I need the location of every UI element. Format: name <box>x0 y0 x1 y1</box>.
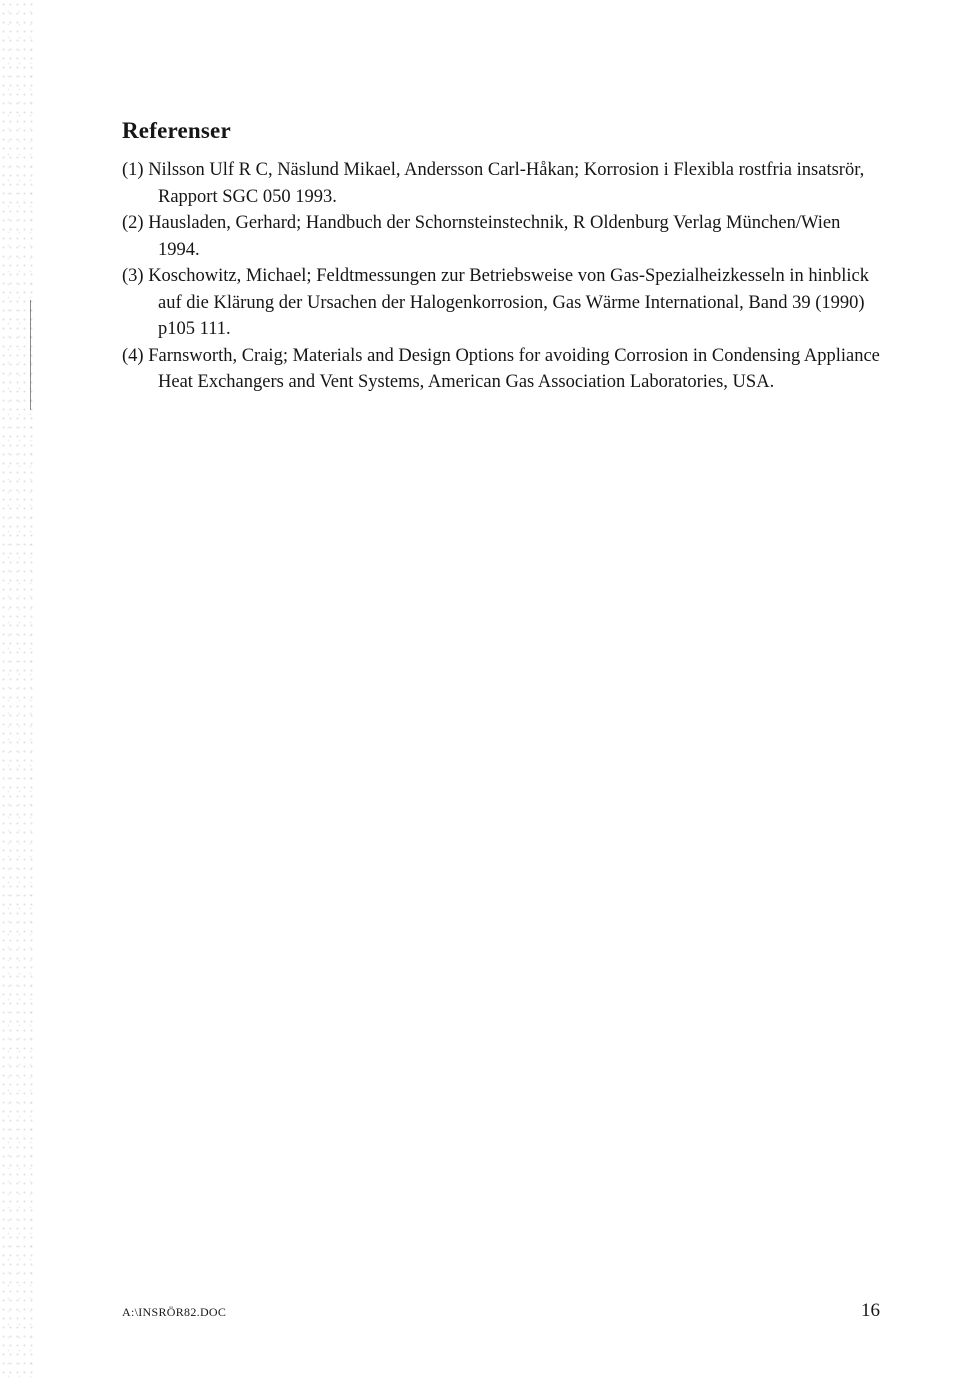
reference-item: (1) Nilsson Ulf R C, Näslund Mikael, Andersson Carl-Håkan; Korrosion i Flexibla rostfria insatsrör, Rapport SGC 050 1993. <box>122 160 865 207</box>
reference-item: (3) Koschowitz, Michael; Feldtmessungen zur Betriebsweise von Gas-Spezialheizkesseln in hinblick auf die Klärung der Ursachen der Halogenkorrosion, Gas Wärme International, Band 39 (1990) p105 111. <box>122 266 870 339</box>
reference-list <box>122 157 882 396</box>
reference-item: (2) Hausladen, Gerhard; Handbuch der Schornsteinstechnik, R Oldenburg Verlag München/Wien 1994. <box>122 213 841 260</box>
scan-edge-line <box>30 300 31 410</box>
reference-item: (4) Farnsworth, Craig; Materials and Design Options for avoiding Corrosion in Condensing Appliance Heat Exchangers and Vent Systems, American Gas Association Laboratories, USA. <box>122 345 880 392</box>
page-number: 16 <box>861 1300 880 1321</box>
footer-filename: A:\INSRÖR82.DOC <box>122 1305 227 1319</box>
scan-edge-noise <box>0 0 34 1380</box>
section-heading: Referenser <box>122 118 231 143</box>
